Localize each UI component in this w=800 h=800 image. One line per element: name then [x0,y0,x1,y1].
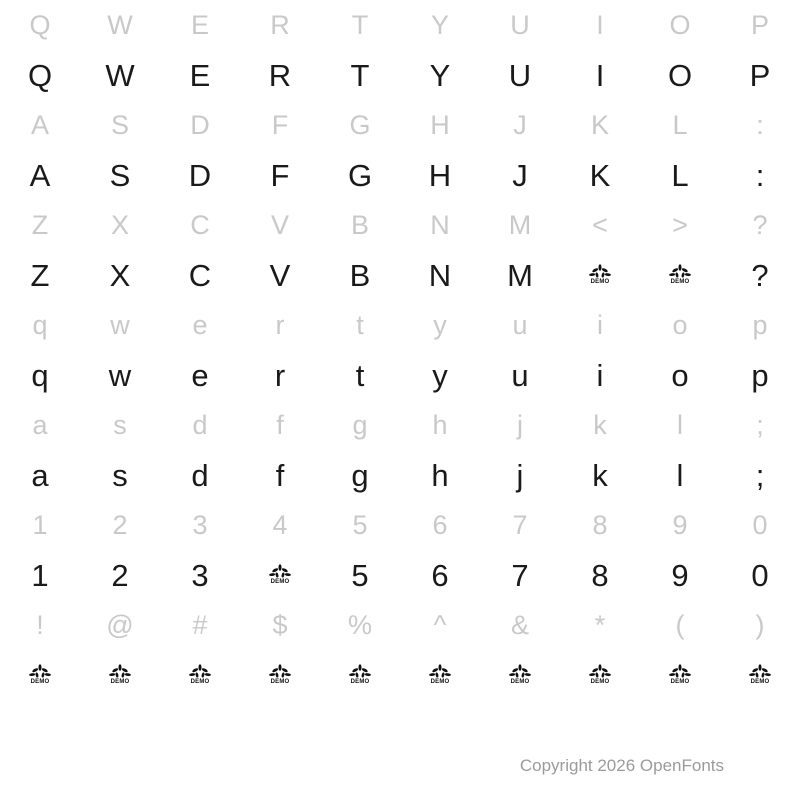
glyph-cell: u [512,309,528,340]
demo-badge-icon [187,664,213,690]
demo-badge-label: DEMO [270,679,290,686]
glyph-cell: 7 [512,509,528,540]
demo-badge-icon [667,664,693,690]
glyph-cell: F [271,109,289,140]
glyph-cell: < [592,209,608,240]
glyph-cell: ( [675,609,685,640]
glyph-cell: D [190,109,210,140]
glyph-cell: j [517,409,523,440]
glyph-cell: 9 [671,557,689,593]
glyph-cell: ? [751,257,769,293]
glyph-cell: S [110,109,129,140]
demo-badge-icon [640,660,720,691]
glyph-cell: @ [106,609,134,640]
glyph-cell: T [351,9,369,40]
glyph-cell: t [356,309,364,340]
glyph-cell: k [593,409,607,440]
glyph-cell: B [349,257,371,293]
glyph-cell: i [596,357,604,393]
glyph-cell: ; [755,457,765,493]
glyph-cell: G [347,157,373,193]
glyph-row [0,450,800,500]
glyph-cell: A [29,157,51,193]
glyph-cell: E [189,57,211,93]
glyph-cell: 7 [511,557,529,593]
glyph-cell: y [433,309,447,340]
glyph-cell: 3 [192,509,208,540]
demo-badge-icon [267,664,293,690]
glyph-cell: 8 [592,509,608,540]
demo-badge-label: DEMO [430,679,450,686]
demo-badge-label: DEMO [670,279,690,286]
demo-badge-label: DEMO [750,679,770,686]
glyph-cell: H [430,109,450,140]
glyph-cell: r [275,309,285,340]
glyph-cell: P [749,57,771,93]
glyph-cell: s [112,457,128,493]
glyph-cell: d [192,409,208,440]
demo-badge-icon [480,660,560,691]
demo-badge-icon [107,664,133,690]
glyph-cell: k [592,457,608,493]
glyph-cell: d [191,457,209,493]
glyph-cell: q [32,309,48,340]
glyph-cell: s [113,409,127,440]
glyph-cell: 6 [432,509,448,540]
glyph-cell: G [349,109,371,140]
glyph-row [0,550,800,600]
glyph-cell: 1 [32,509,48,540]
glyph-cell: O [669,9,691,40]
demo-badge-icon [507,664,533,690]
glyph-cell: Z [30,257,50,293]
demo-badge-icon [587,264,613,290]
glyph-cell: U [508,57,532,93]
glyph-cell: g [351,457,369,493]
glyph-cell: O [667,57,693,93]
demo-badge-icon [720,660,800,691]
glyph-cell: o [672,309,688,340]
glyph-cell: p [752,309,768,340]
glyph-cell: 0 [751,557,769,593]
demo-badge-icon [80,660,160,691]
glyph-row [0,150,800,200]
glyph-row [0,100,800,150]
glyph-cell: Q [27,57,53,93]
demo-badge-label: DEMO [110,679,130,686]
glyph-cell: Q [29,9,51,40]
glyph-cell: 5 [351,557,369,593]
glyph-cell: > [672,209,688,240]
glyph-cell: 1 [31,557,49,593]
glyph-row [0,300,800,350]
glyph-cell: h [432,409,448,440]
demo-badge-icon [640,260,720,291]
glyph-cell: 4 [272,509,288,540]
glyph-cell: M [508,209,532,240]
glyph-cell: 5 [352,509,368,540]
glyph-row [0,650,800,700]
glyph-cell: Y [430,9,449,40]
glyph-cell: 8 [591,557,609,593]
glyph-cell: T [350,57,370,93]
glyph-row [0,500,800,550]
demo-badge-icon [160,660,240,691]
demo-badge-label: DEMO [30,679,50,686]
glyph-cell: X [109,257,131,293]
glyph-cell: f [276,409,284,440]
glyph-cell: e [191,357,209,393]
glyph-cell: l [676,457,684,493]
demo-badge-icon [347,664,373,690]
glyph-cell: S [109,157,131,193]
glyph-row [0,250,800,300]
demo-badge-label: DEMO [510,679,530,686]
glyph-cell: R [268,57,292,93]
glyph-cell: L [671,157,689,193]
glyph-cell: r [274,357,286,393]
glyph-cell: # [192,609,208,640]
glyph-cell: P [750,9,769,40]
glyph-cell: j [516,457,524,493]
glyph-cell: F [270,157,290,193]
demo-badge-label: DEMO [590,279,610,286]
glyph-cell: a [31,457,49,493]
glyph-cell: C [190,209,210,240]
glyph-cell: W [107,9,133,40]
demo-badge-icon [27,664,53,690]
demo-badge-icon [427,664,453,690]
glyph-cell: 6 [431,557,449,593]
demo-badge-label: DEMO [270,579,290,586]
glyph-cell: D [188,157,212,193]
glyph-cell: 2 [111,557,129,593]
glyph-cell: E [190,9,209,40]
demo-badge-icon [560,660,640,691]
glyph-cell: ; [756,409,764,440]
glyph-cell: R [270,9,290,40]
glyph-cell: u [511,357,529,393]
glyph-cell: J [512,157,528,193]
glyph-cell: L [672,109,688,140]
glyph-cell: e [192,309,208,340]
glyph-cell: I [596,9,604,40]
glyph-cell: Y [429,57,451,93]
glyph-cell: i [597,309,603,340]
glyph-cell: K [589,157,611,193]
glyph-cell: ^ [433,609,447,640]
demo-badge-label: DEMO [590,679,610,686]
demo-badge-icon [587,664,613,690]
glyph-cell: t [355,357,365,393]
glyph-cell: K [590,109,609,140]
glyph-cell: C [188,257,212,293]
demo-badge-icon [667,264,693,290]
glyph-row [0,600,800,650]
glyph-cell: W [105,57,135,93]
glyph-cell: q [31,357,49,393]
glyph-cell: h [431,457,449,493]
glyph-cell: N [430,209,450,240]
copyright-notice: Copyright 2026 OpenFonts [519,756,724,775]
glyph-cell: y [432,357,448,393]
glyph-cell: % [347,609,372,640]
demo-badge-icon [240,560,320,591]
glyph-row [0,400,800,450]
glyph-cell: 3 [191,557,209,593]
glyph-cell: o [671,357,689,393]
demo-badge-label: DEMO [670,679,690,686]
glyph-cell: N [428,257,452,293]
glyph-cell: $ [272,609,288,640]
glyph-cell: : [756,109,764,140]
glyph-cell: X [110,209,129,240]
glyph-cell: 0 [752,509,768,540]
glyph-row [0,350,800,400]
glyph-cell: 9 [672,509,688,540]
glyph-cell: p [751,357,769,393]
glyph-cell: ) [755,609,765,640]
glyph-cell: V [270,209,289,240]
glyph-row [0,200,800,250]
glyph-row [0,50,800,100]
demo-badge-icon [240,660,320,691]
glyph-row [0,0,800,50]
demo-badge-icon [267,564,293,590]
glyph-cell: * [594,609,606,640]
glyph-cell: a [32,409,48,440]
glyph-cell: ? [752,209,768,240]
demo-badge-label: DEMO [350,679,370,686]
demo-badge-label: DEMO [190,679,210,686]
demo-badge-icon [320,660,400,691]
glyph-cell: g [352,409,368,440]
glyph-cell: l [677,409,683,440]
glyph-cell: f [275,457,285,493]
glyph-cell: : [755,157,765,193]
glyph-cell: J [513,109,527,140]
glyph-cell: 2 [112,509,128,540]
demo-badge-icon [0,660,80,691]
demo-badge-icon [747,664,773,690]
glyph-cell: Z [31,209,49,240]
glyph-cell: & [510,609,529,640]
glyph-cell: B [350,209,369,240]
glyph-cell: H [428,157,452,193]
demo-badge-icon [400,660,480,691]
demo-badge-icon [560,260,640,291]
glyph-cell: V [269,257,291,293]
glyph-cell: ! [36,609,44,640]
glyph-cell: w [108,357,132,393]
glyph-cell: I [595,57,605,93]
glyph-cell: A [30,109,49,140]
glyph-cell: U [510,9,530,40]
glyph-cell: M [507,257,533,293]
glyph-cell: w [110,309,130,340]
